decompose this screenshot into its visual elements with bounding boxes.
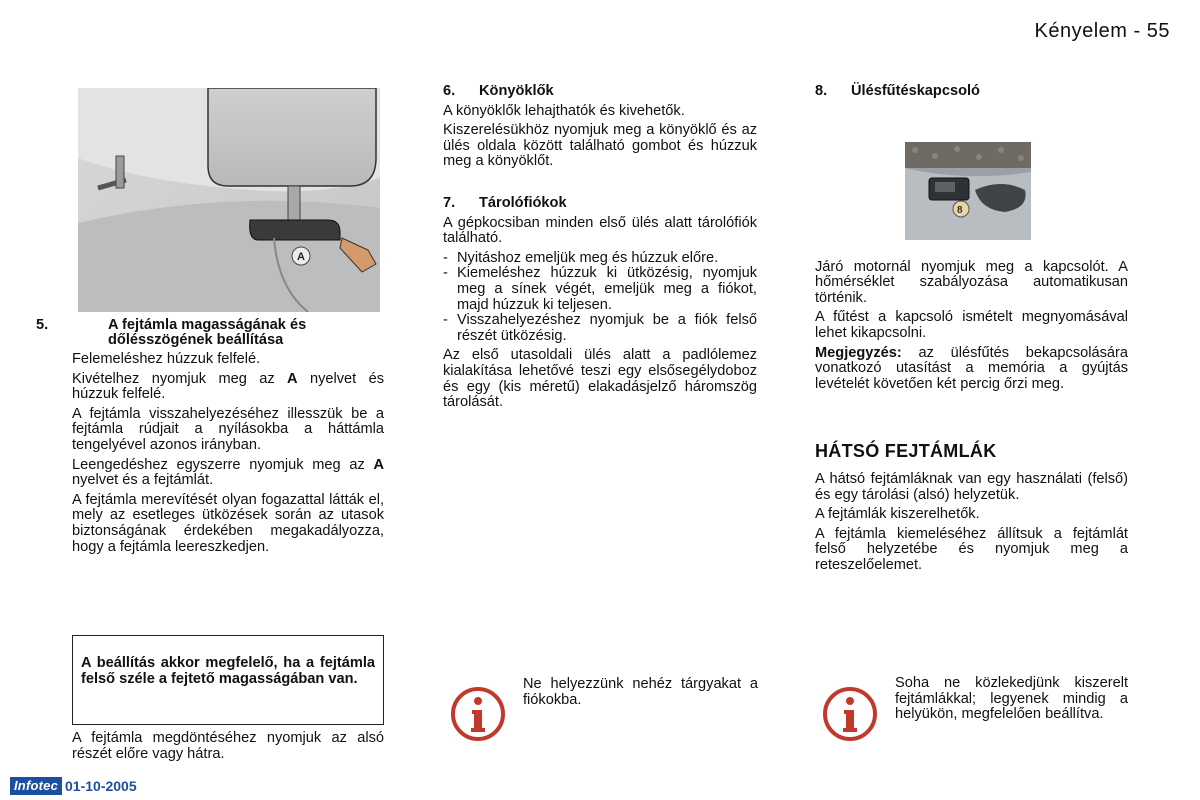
rear-headrests-heading: HÁTSÓ FEJTÁMLÁK [815,441,997,462]
rear-p1: A hátsó fejtámláknak van egy használati (felső) és egy tárolási (alsó) helyzetük. [815,470,1128,503]
section-5-number: 5. [36,317,49,333]
section-8-p1: Járó motornál nyomjuk meg a kapcsolót. A hőmérséklet szabályozása automatikusan történik. [815,258,1128,306]
section-7-p2: Az első utasoldali ülés alatt a padlólemez kialakítása lehetővé teszi egy elsősegélydoboz és egy (kis méretű) elakadásjelző háromszög tárolását. [443,347,757,411]
section-7-list [443,251,757,345]
list-item: - Nyitáshoz emeljük meg és húzzuk előre. [443,251,757,267]
page-title: Kényelem - 55 [1034,20,1170,42]
footer [10,777,137,795]
drawer-warning-text: Ne helyezzünk nehéz tárgyakat a fiókokba. [523,676,758,708]
section-6-p1: A könyöklők lehajthatók és kivehetők. [443,102,685,119]
section-8-heading: 8. Ülésfűtéskapcsoló [815,83,980,99]
footer-brand-logo: Infotec [10,777,62,795]
rear-p2: A fejtámlák kiszerelhetők. [815,506,980,523]
section-8-rear [815,84,1128,578]
info-warning-icon [822,686,878,742]
section-6-p2: Kiszerelésükhöz nyomjuk meg a könyöklő és az ülés oldala között található gombot és húzzuk meg a könyöklőt. [443,122,757,170]
section-5-p2: Kivételhez nyomjuk meg az A nyelvet és húzzuk felfelé. [72,370,385,403]
list-item: - Kiemeléshez húzzuk ki ütközésig, nyomjuk meg a sínek végét, emeljük meg a fiókot, majd húzzuk ki teljesen. [443,266,757,313]
rear-p3: A fejtámla kiemeléséhez állítsuk a fejtámlát felső helyzetébe és nyomjuk meg a reteszelőelemet. [815,525,1128,573]
section-5-p3: A fejtámla visszahelyezéséhez illesszük be a fejtámla rúdjait a nyílásokba a háttámla tengelyével azonos irányban. [72,405,384,453]
footer-date: 01-10-2005 [65,778,137,794]
info-warning-icon [450,686,506,742]
rear-headrest-warning-text: Soha ne közlekedjünk kiszerelt fejtámlákkal; legyenek mindig a helyükön, megfelelően beállítva. [895,675,1128,723]
section-5-p4: Leengedéshez egyszerre nyomjuk meg az A nyelvet és a fejtámlát. [72,456,384,489]
section-5-p5: A fejtámla merevítését olyan fogazattal látták el, mely az esetleges ütközések során az utasok biztonságának érdekében megakadályozza, hogy a fejtámla leereszkedjen. [72,491,384,555]
headrest-illustration [78,88,380,312]
section-5-p1: Felemeléshez húzzuk felfelé. [72,351,261,367]
section-6-7 [443,84,757,415]
adjustment-note-box: A beállítás akkor megfelelő, ha a fejtámla felső széle a fejtető magasságában van. [72,635,384,725]
tilt-instruction: A fejtámla megdöntéséhez nyomjuk az alsó részét előre vagy hátra. [72,730,384,762]
image-label-8: 8 [957,205,963,216]
section-6-heading: 6. Könyöklők [443,83,554,99]
section-7-heading: 7. Tárolófiókok [443,194,567,211]
image-label-a: A [297,251,305,263]
section-5 [36,317,385,559]
section-7-p1: A gépkocsiban minden első ülés alatt tárolófiók található. [443,214,757,247]
list-item: - Visszahelyezéshez nyomjuk be a fiók felső részét ütközésig. [443,313,757,344]
section-5-heading [36,317,384,348]
section-5-title: A fejtámla magasságának és dőlésszögének beállítása [108,317,307,348]
section-8-p2: A fűtést a kapcsoló ismételt megnyomásával lehet kikapcsolni. [815,309,1128,341]
section-8-p3: Megjegyzés: az ülésfűtés bekapcsolására vonatkozó utasítást a memória a gyújtás levételét követően két percig őrzi meg. [815,344,1128,392]
